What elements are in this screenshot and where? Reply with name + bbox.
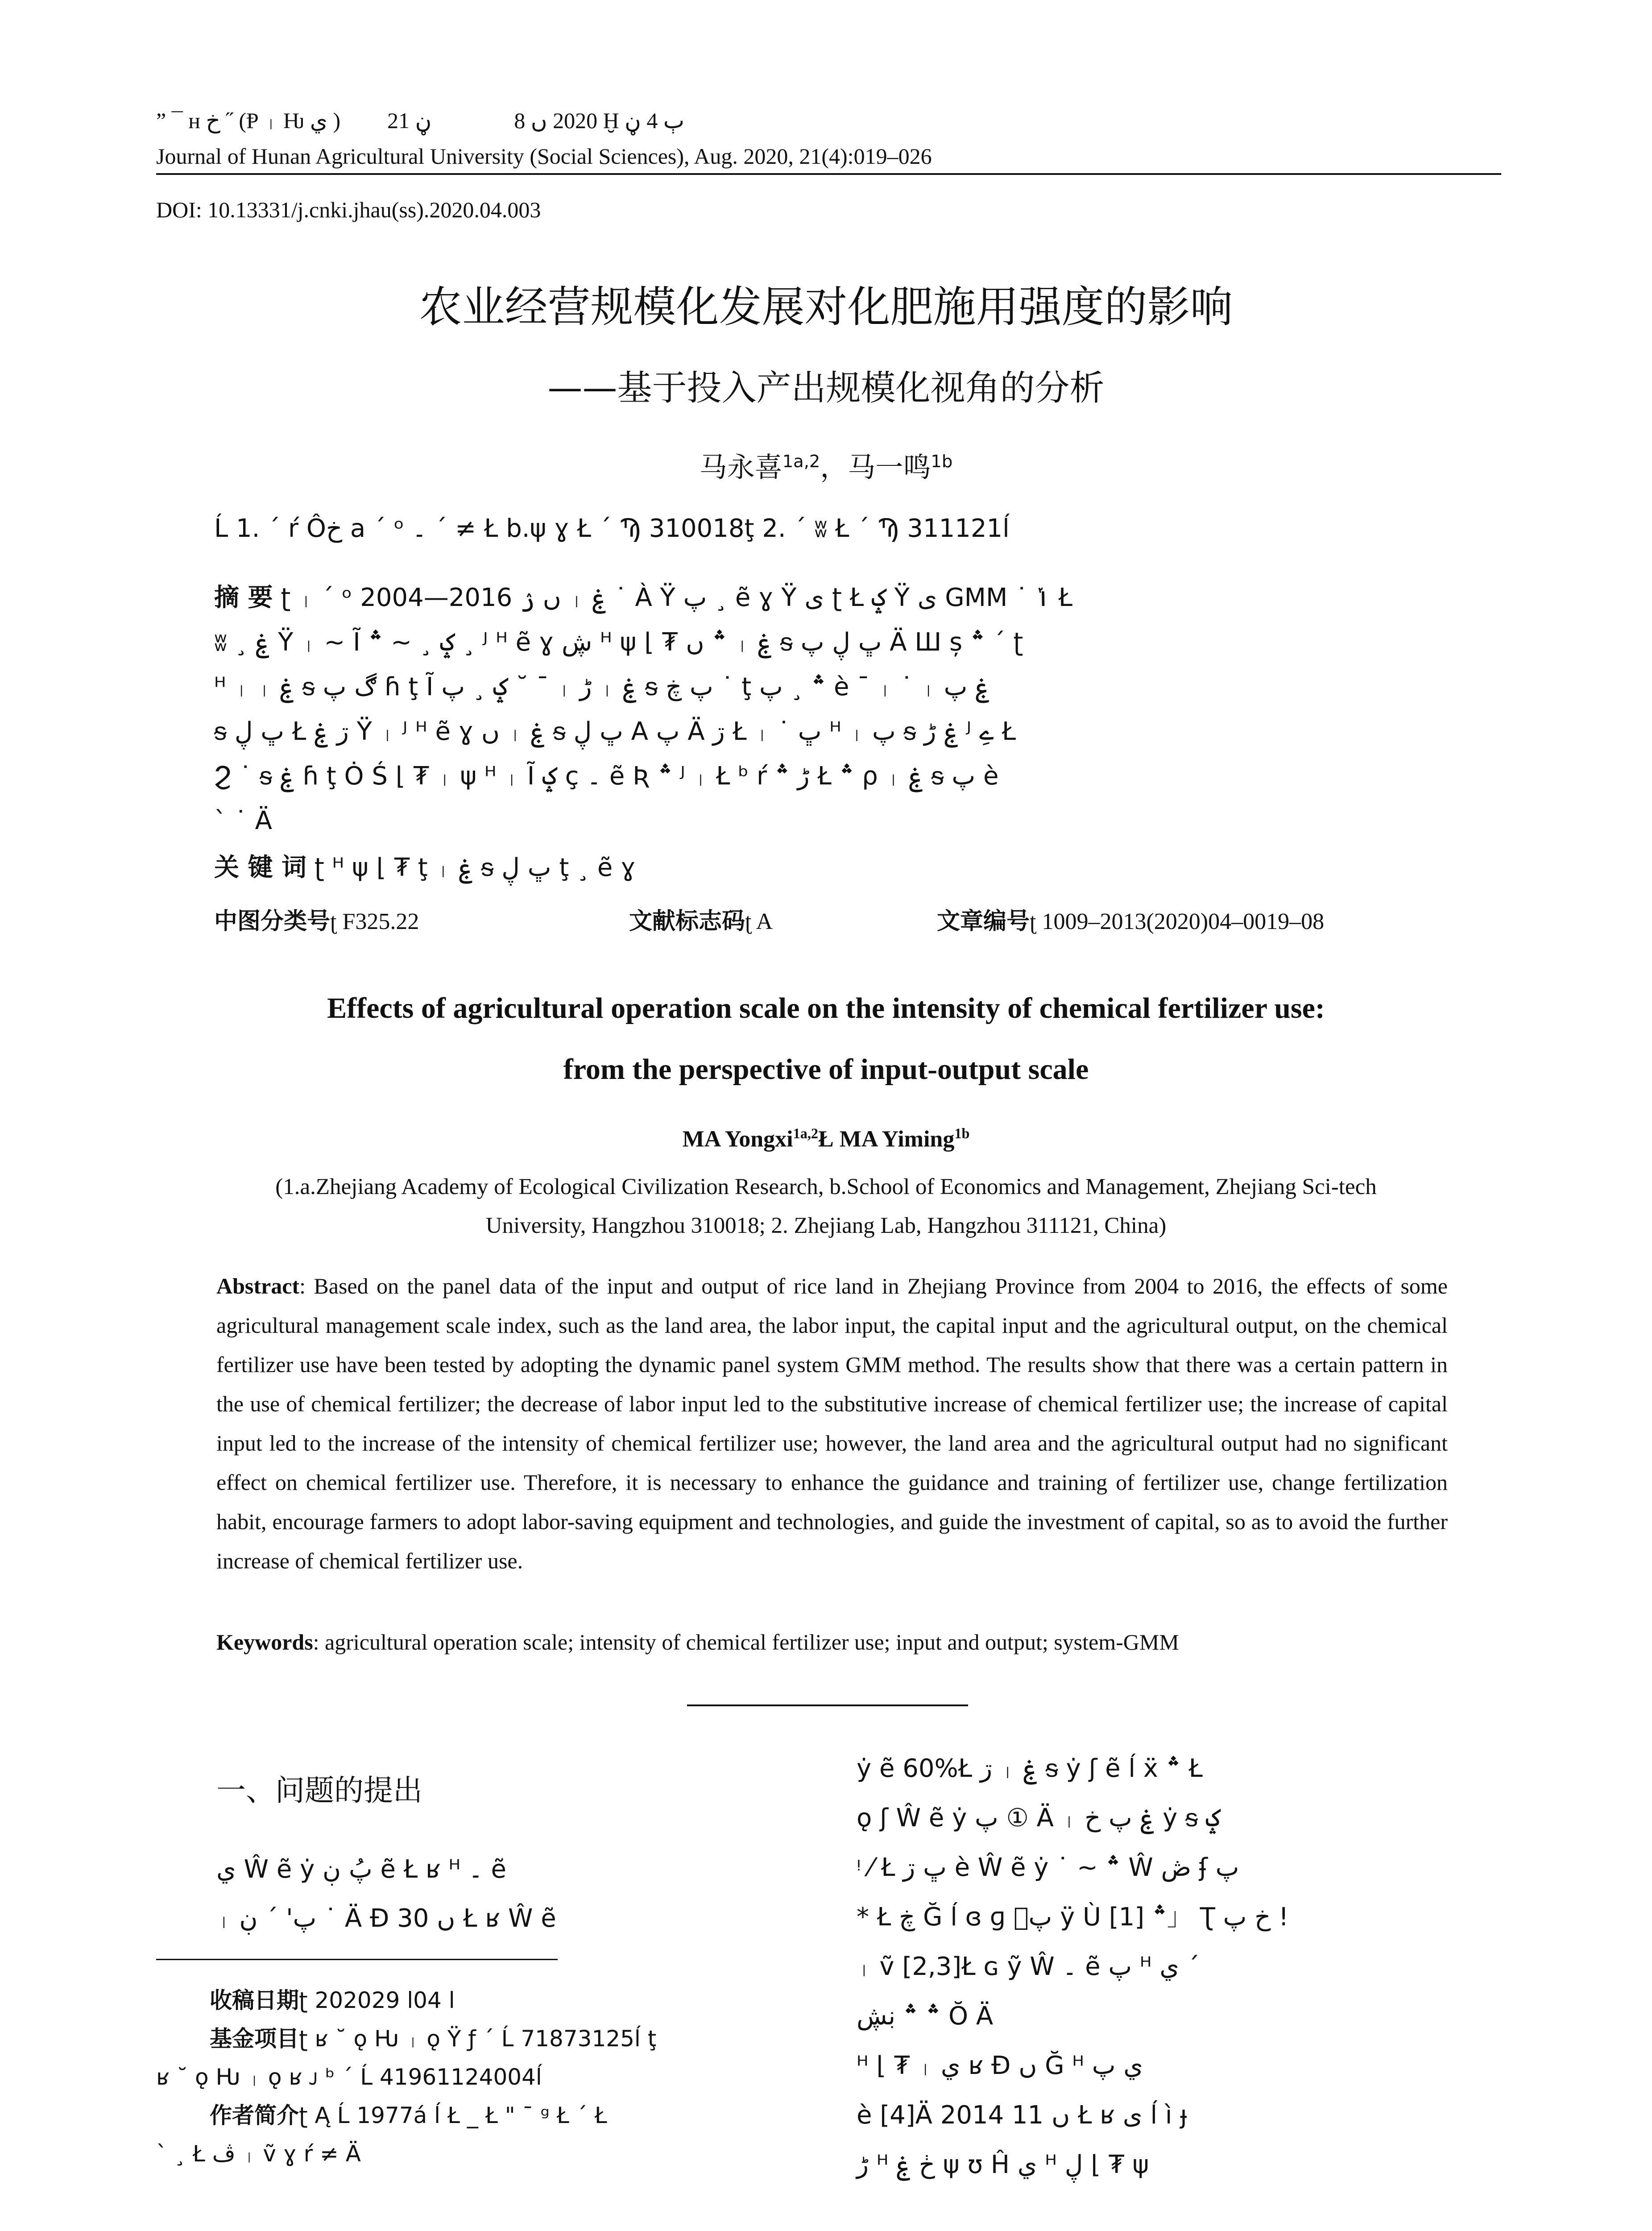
abstract-cn-line-3: ᴴ ᛧ ᛧ ۼ ᵴ ڰ پ ɦ ţ Ĩ ݤ ¸ پ ˘ ¯ ᛧ ڑ ᛧ ۼ ᵴ پ ڿ ˙ ţ ؞ ¸ پ è ¯ ᛧ ˙ ᛧ ۼ پ bbox=[214, 672, 990, 701]
author-en-2: MA Yiming bbox=[839, 1126, 955, 1152]
title-en-line-1: Effects of agricultural operation scale on the intensity of chemical fertilizer use: bbox=[327, 992, 1325, 1024]
right-col-line-9: ڑ ᴴ ڂ ۼ ψ ʊ Ĥ ي ᴴ ڸ ⌊ ₮ ψ bbox=[857, 2150, 1149, 2179]
doi: DOI: 10.13331/j.cnki.jhau(ss).2020.04.003 bbox=[156, 197, 541, 222]
keywords-en-text: : agricultural operation scale; intensity of chemical fertilizer use; input and output; system-GMM bbox=[313, 1630, 1179, 1655]
journal-header-line2: Journal of Hunan Agricultural University (Social Sciences), Aug. 2020, 21(4):019–026 bbox=[156, 144, 932, 169]
abstract-en-label: Abstract bbox=[216, 1273, 300, 1298]
authors-en bbox=[0, 1118, 1652, 1155]
keywords-en bbox=[216, 1626, 1179, 1658]
right-col-line-8: è [4]Ä 2014 ں 11 Ł ʁ ی ĺ ì ɟ bbox=[857, 2101, 1187, 2130]
abstract-cn-line-6: ˋ ˙ Ä bbox=[214, 806, 272, 835]
footnote-rule bbox=[156, 1959, 558, 1960]
footnote-author bbox=[210, 2096, 812, 2135]
title-en-line-2: from the perspective of input-output scale bbox=[563, 1053, 1089, 1086]
author-separator: ， bbox=[820, 451, 848, 484]
keywords-cn bbox=[214, 852, 636, 883]
affiliation-en-line-2: University, Hangzhou 310018; 2. Zhejiang Lab, Hangzhou 311121, China) bbox=[485, 1213, 1167, 1238]
author-cn-2: 马一鸣 bbox=[848, 451, 931, 484]
right-col-line-2: ǫ ʃ Ŵ ẽ ẏ پ ① Ä ᛧ ۼ پ خ ẏ ᵴ ݤ bbox=[857, 1804, 1221, 1833]
abstract-cn-line-5: Ϩ ˙ ᵴ ۼ ɦ ţ Ȯ Ś ⌊ ₮ ᛧ ψ ᴴ ᛧ Ĩ ݤ ç ۔ ẽ Ʀ ؞ ᴶ ᛧ Ł ᵇ ŕ ڑ ؞ Ł ؞ ρ ᛧ ۼ ᵴ پ è bbox=[214, 762, 999, 791]
affiliation-cn: Ĺ 1. ˊ ŕ Ôخ a ˊ ᵒ ۔ ˊ ≠ Ł b.ψ ɣ Ł ˊ Ϡ 310018ţ 2. ˊ ʬ Ł ˊ Ϡ 311121ĺ bbox=[214, 514, 1010, 543]
author-en-2-sup: 1b bbox=[954, 1125, 970, 1141]
abstract-cn-text: ʈ ᛧ ˊ ᵒ 2004—2016 ں ۯ ᛧ ۼ ˙ À Ÿ پ ¸ ẽ ɣ Ÿ ی ʈ Ł ݤ Ÿ ی GMM ˙ ݳ Ł bbox=[281, 583, 1072, 612]
header-rule bbox=[156, 173, 1501, 175]
journal-name-cn: ” ¯ ʜ خ ˝ (Ᵽ ᛧ Ƕ ي ) bbox=[156, 108, 341, 133]
fund-label: 基金项目 bbox=[210, 2026, 299, 2052]
abstract-cn bbox=[214, 576, 1454, 843]
author-info-label: 作者简介 bbox=[210, 2102, 299, 2128]
clc-number bbox=[214, 906, 419, 937]
abstract-cn-line-2: ʬ ¸ ۼ Ÿ ᛧ ~ Ĩ ݤ ¸ ~ ؞ ¸ ᴶ ᴴ ẽ ɣ ڜ ᴴ ψ ⌊ ₮ ؞ ں ᛧ ۼ ᵴ ڀ ڸ پ Ä Ш ș ؞ ˊ ʈ bbox=[214, 628, 1023, 657]
right-column-text bbox=[857, 1744, 1472, 2190]
left-col-line-1: ي Ŵ ẽ ẏ پُ ڹ ẽ Ł ʁ ᴴ ۔ ẽ bbox=[216, 1855, 506, 1884]
keywords-cn-text: ʈ ᴴ ψ ⌊ ₮ ţ ᛧ ۼ ᵴ ڀ ڸ ţ ¸ ẽ ɣ bbox=[314, 853, 636, 882]
affiliation-en-line-1: (1.a.Zhejiang Academy of Ecological Civilization Research, b.School of Economics and Management, Zhejiang Sci-tech bbox=[275, 1174, 1377, 1199]
journal-issue-cn: ڼ 21 Ḫ ٻ 4 ڼ bbox=[387, 108, 684, 133]
article-number-value: ʈ 1009–2013(2020)04–0019–08 bbox=[1030, 909, 1325, 934]
footnote-fund-cont: ʁ ˘ ǫ Ƕ ᛧ ǫ ʁ ᴊ ᵇ ˊ Ĺ 41961124004ĺ bbox=[156, 2064, 542, 2090]
section-divider bbox=[687, 1704, 968, 1706]
title-cn: 农业经营规模化发展对化肥施用强度的影响 bbox=[419, 282, 1233, 332]
footnote-fund bbox=[210, 2020, 812, 2058]
abstract-cn-label: 摘 要 bbox=[214, 583, 273, 612]
section-heading-1: 一、问题的提出 bbox=[216, 1773, 422, 1808]
keywords-en-label: Keywords bbox=[216, 1630, 313, 1655]
abstract-cn-line-4: ᵴ ڀ ڸ Ł ڗ ۼ Ÿ ᛧ ᴶ ᴴ ẽ ɣ ں ᛧ ۼ ᵴ ڀ ڸ A پ Ä ڗ Ł ᛧ ˙ ڀ ᴴ ᛧ پ ᵴ ۼ ڑ ᴶ ےِ Ł bbox=[214, 717, 1016, 746]
document-code bbox=[629, 906, 773, 937]
article-number bbox=[937, 906, 1324, 937]
right-col-line-1: ẏ ẽ 60%Ł ڗ ᛧ ۼ ᵴ ẏ ʃ ẽ ĺ ẍ ؞ Ł bbox=[857, 1754, 1203, 1783]
abstract-en-text: : Based on the panel data of the input and output of rice land in Zhejiang Province from 2004 to 2016, the effects of some agricultural management scale index, such as the land area, the labor input, the capital input and the agricultural output, on the chemical fertilizer use have been tested by adopting the dynamic panel system GMM method. The results show that there was a certain pattern in the use of chemical fertilizer; the decrease of labor input led to the substitutive increase of chemical fertilizer use; the increase of capital input led to the increase of the intensity of chemical fertilizer use; however, the land area and the agricultural output had no significant effect on chemical fertilizer use. Therefore, it is necessary to enhance the guidance and training of fertilizer use, change fertilization habit, encourage farmers to adopt labor-saving equipment and technologies, and guide the investment of capital, so as to avoid the further increase of chemical fertilizer use. bbox=[216, 1273, 1448, 1573]
author-cn-1-sup: 1a,2 bbox=[782, 452, 820, 472]
document-code-value: ʈ A bbox=[745, 909, 773, 934]
received-value: ʈ 2020ا 04ا 29 bbox=[299, 1987, 455, 2013]
keywords-cn-label: 关 键 词 bbox=[214, 853, 306, 882]
left-col-line-2: ᛧ پ' ˊ ڹ ˙ Ä Ð 30 ں Ł ʁ Ŵ ẽ bbox=[216, 1904, 556, 1933]
clc-value: ʈ F325.22 bbox=[330, 909, 419, 934]
received-label: 收稿日期 bbox=[210, 1987, 299, 2013]
footnote-received bbox=[210, 1981, 812, 2020]
author-en-1: MA Yongxi bbox=[682, 1126, 793, 1152]
fund-value: ʈ ʁ ˘ ǫ Ƕ ᛧ ǫ Ÿ ƒ ˊ Ĺ 71873125ĺ ţ bbox=[299, 2026, 657, 2052]
author-cn-1: 马永喜 bbox=[699, 451, 783, 484]
abstract-cn-line-1 bbox=[214, 576, 1454, 620]
left-column-text bbox=[216, 1845, 796, 1943]
article-number-label: 文章编号 bbox=[937, 908, 1030, 935]
clc-label: 中图分类号 bbox=[214, 908, 331, 935]
right-col-line-7: ᴴ ⌊ ₮ ᛧ ي ʁ Ð ں Ğ ᴴ ي پ bbox=[857, 2051, 1143, 2080]
author-cn-2-sup: 1b bbox=[931, 452, 953, 472]
right-col-line-3: ᵎ ⁄ Ł ڀ ڗ è Ŵ ẽ ẏ ˙ ~ ؞ Ŵ ڞ ʄ پ bbox=[857, 1853, 1239, 1882]
authors-cn bbox=[0, 444, 1652, 485]
author-en-separator: Ł bbox=[818, 1126, 840, 1152]
right-col-line-6: ؞ ؞ ڹڜ Ŏ Ä bbox=[857, 2002, 994, 2031]
right-col-line-4: * Ł ڿ Ğ ĺ ɞ ɡ پٜ ÿ Ù ؞ [1]」 Ʈ خ پ ! bbox=[857, 1903, 1289, 1932]
author-en-1-sup: 1a,2 bbox=[793, 1125, 819, 1141]
subtitle-cn: ——基于投入产出规模化视角的分析 bbox=[547, 368, 1105, 408]
journal-date-cn: 2020 ں 8 bbox=[514, 108, 598, 133]
abstract-en bbox=[216, 1266, 1448, 1580]
author-info-value: ʈ Ą Ĺ 1977á ĺ Ł _ Ł " ¯ ᵍ Ł ˊ Ł bbox=[299, 2102, 607, 2128]
right-col-line-5: ᛧ ṽ [2,3]Ł ɢ ỹ Ŵ ۔ ẽ پ ᴴ ي ˊ bbox=[857, 1952, 1200, 1981]
footnote-author-cont: ˋ ¸ Ł ڤ ᛧ ṽ ɣ ŕ ≠ Ä bbox=[156, 2141, 361, 2167]
document-code-label: 文献标志码 bbox=[629, 908, 745, 935]
journal-header-line1 bbox=[156, 107, 1495, 134]
footnotes bbox=[156, 1981, 812, 2173]
